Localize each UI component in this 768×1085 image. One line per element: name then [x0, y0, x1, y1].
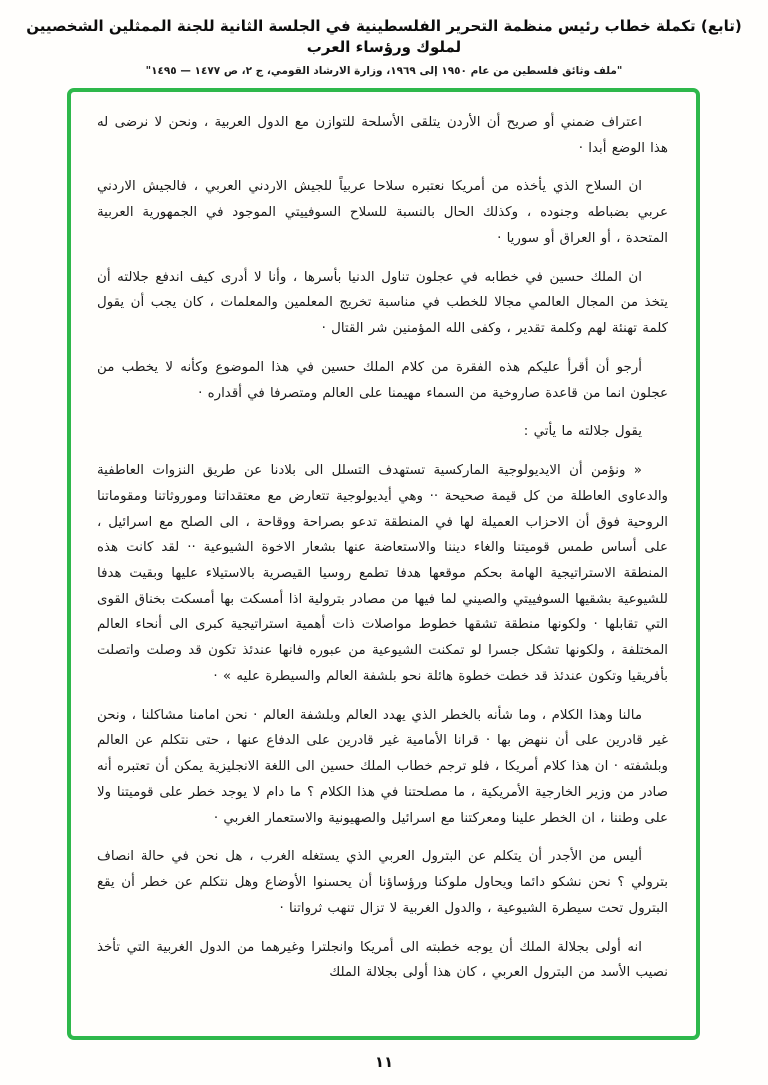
paragraph-quote: « ونؤمن أن الايديولوجية الماركسية تستهدف التسلل الى بلادنا عن طريق النزوات العاطفية والدعاوى العاطلة من كل قيمة صحيحة ·· وهي أيديولوجية تتعارض مع معتقداتنا وموروثاتنا ومقوماتنا الروحية فوق أن الاحزاب العميلة لها في المنطقة تدعو بصراحة ووقاحة ، الى الصلح مع اسرائيل ، على أساس طمس قوميتنا والغاء ديننا والاستعاضة عنها بشعار الاخوة الشيوعية ·· لقد كانت هذه المنطقة الاستراتيجية الهامة بحكم موقعها هدفا تطمع روسيا القيصرية بالاستيلاء عليها وبقيت هدفا للشيوعية بشقيها السوفييتي والصيني لما فيها من مصادر بترولية اذا أمسكت بها أمسكت بخناق القوى التي تقابلها · ولكونها منطقة تشقها خطوط مواصلات ذات أهمية استراتيجية كبرى الى أنحاء العالم المختلفة ، ولكونها تشكل جسرا لو تمكنت الشيوعية من عبوره فانها عندئذ تكون قد وصلت واتصلت بأفريقيا وتكون عندئذ قد خطت خطوة هائلة نحو بلشفة العالم والسيطرة عليه » ·	[97, 463, 668, 684]
paragraph: اعتراف ضمني أو صريح أن الأردن يتلقى الأسلحة للتوازن مع الدول العربية ، ونحن لا نرضى له هذا الوضع أبدا ·	[97, 115, 668, 156]
page-header	[0, 0, 768, 77]
paragraph: ان الملك حسين في خطابه في عجلون تناول الدنيا بأسرها ، وأنا لا أدرى كيف اندفع جلالته أن يتخذ من المجال العالمي مجالا للخطب في مناسبة تخريج المعلمين والمعلمات ، كان يجب أن يقول كلمة تهنئة لهم وكلمة تقدير ، وكفى الله المؤمنين شر القتال ·	[97, 269, 668, 337]
paragraph: انه أولى بجلالة الملك أن يوجه خطبته الى أمريكا وانجلترا وغيرهما من الدول الغربية التي تأخذ نصيب الأسد من البترول العربي ، كان هذا أولى بجلالة الملك	[97, 939, 668, 981]
paragraph: أليس من الأجدر أن يتكلم عن البترول العربي الذي يستغله الغرب ، هل نحن في حالة انصاف بترولي ؟ نحن نشكو دائما ويحاول ملوكنا ورؤساؤنا أن يحسنوا الأوضاع وهل نتكلم عن خطر أن يقع البترول تحت سيطرة الشيوعية ، والدول الغربية لا تزال تنهب ثرواتنا ·	[97, 849, 668, 916]
page-number: ١١	[374, 1053, 394, 1071]
paragraph: مالنا وهذا الكلام ، وما شأنه بالخطر الذي يهدد العالم وبلشفة العالم · نحن امامنا مشاكلنا ، ونحن غير قادرين على أن ننهض بها · قرانا الأمامية غير قادرين على الدفاع عنها ، حتى نتكلم عن العالم وبلشفته · ان هذا كلام أمريكا ، فلو ترجم خطاب الملك حسين الى اللغة الانجليزية يمكن أن تعتبره أنه صادر من وزير الخارجية الأمريكية ، ما مصلحتنا في هذا الكلام ؟ ما دام لا يوجد خطر على قوميتنا ولا على وطننا ، ان الخطر علينا ومعركتنا مع اسرائيل والصهيونية والاستعمار الغربي ·	[97, 707, 668, 826]
paragraph: يقول جلالته ما يأتي :	[523, 424, 642, 440]
paragraph: أرجو أن أقرأ عليكم هذه الفقرة من كلام الملك حسين في هذا الموضوع وكأنه لا يخطب من عجلون انما من قاعدة صاروخية من السماء مهيمنا على العالم ومتصرفا في أقداره ·	[97, 359, 668, 401]
header-title: (تابع) تكملة خطاب رئيس منظمة التحرير الفلسطينية في الجلسة الثانية للجنة الممثلين الشخصيين لملوك ورؤساء العرب	[26, 17, 742, 56]
header-subtitle: "ملف وثائق فلسطين من عام ١٩٥٠ إلى ١٩٦٩، وزارة الارشاد القومي، ج ٢، ص ١٤٧٧ — ١٤٩٥"	[145, 65, 623, 77]
paragraph: ان السلاح الذي يأخذه من أمريكا نعتبره سلاحا عربياً للجيش الاردني العربي ، فالجيش الاردني عربي بضباطه وجنوده ، وكذلك الحال بالنسبة للسلاح السوفييتي الموجود في الجمهورية العربية المتحدة ، أو العراق أو سوريا ·	[97, 179, 668, 246]
green-border-frame	[67, 88, 700, 1040]
